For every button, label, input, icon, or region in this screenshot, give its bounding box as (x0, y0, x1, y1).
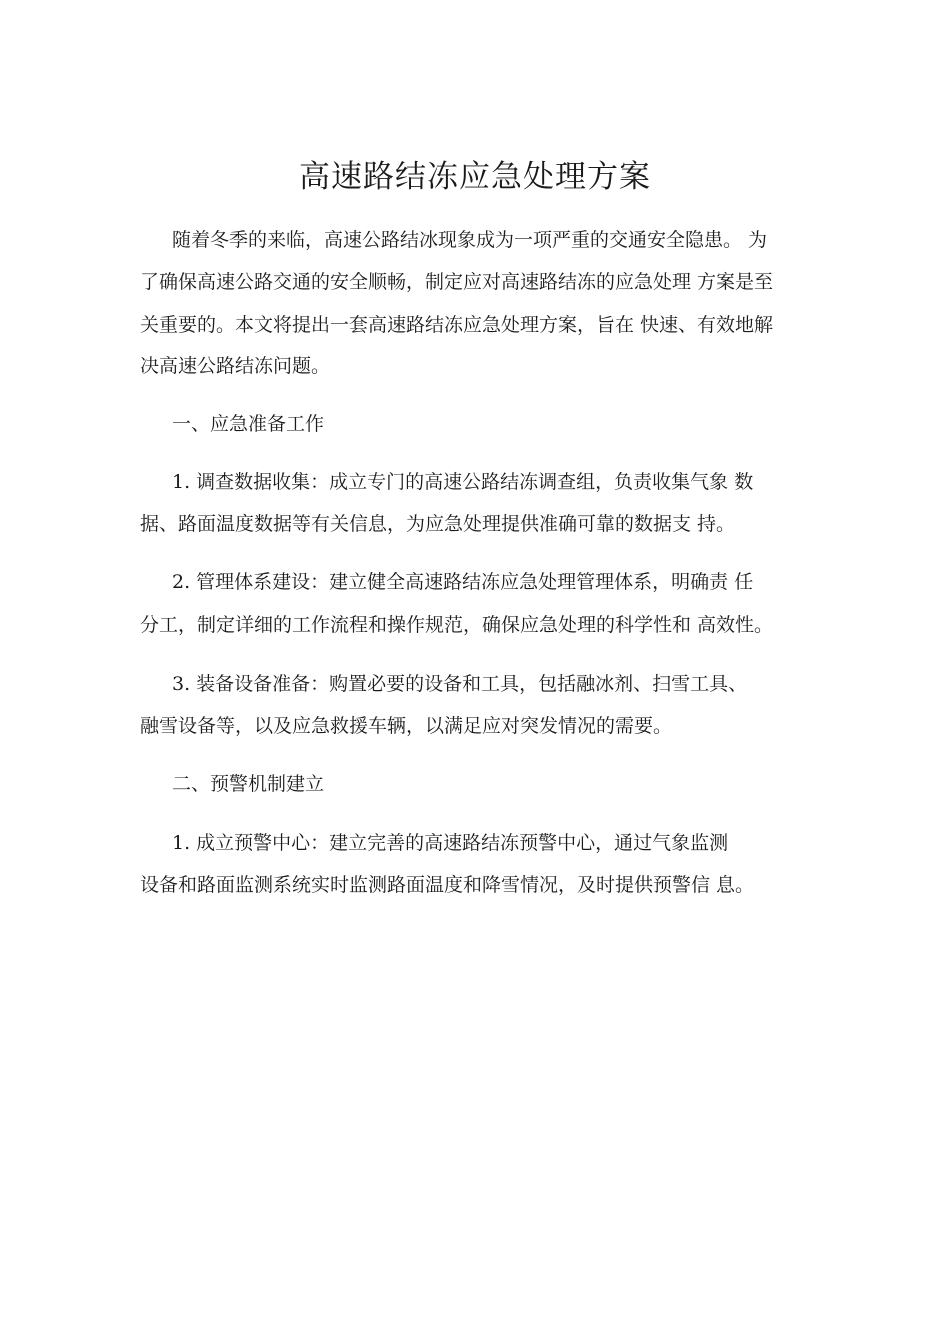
intro-line-2: 了确保高速公路交通的安全顺畅，制定应对高速路结冻的应急处理 方案是至 (140, 271, 774, 293)
document-title: 高速路结冻应急处理方案 (299, 159, 651, 195)
section-1-item-2-line-1: 2. 管理体系建设：建立健全高速路结冻应急处理管理体系，明确责 任 (172, 571, 754, 593)
section-2-item-1-line-1: 1. 成立预警中心：建立完善的高速路结冻预警中心，通过气象监测 (172, 832, 729, 854)
section-1-item-1-line-1: 1. 调查数据收集：成立专门的高速公路结冻调查组，负责收集气象 数 (172, 471, 754, 493)
section-2-item-1-line-2: 设备和路面监测系统实时监测路面温度和降雪情况，及时提供预警信 息。 (140, 874, 755, 896)
section-1-heading: 一、应急准备工作 (172, 413, 325, 435)
section-1-item-3-line-2: 融雪设备等，以及应急救援车辆，以满足应对突发情况的需要。 (140, 715, 673, 737)
section-2-heading: 二、预警机制建立 (172, 773, 325, 795)
intro-line-1: 随着冬季的来临，高速公路结冰现象成为一项严重的交通安全隐患。 为 (172, 229, 768, 251)
section-1-item-1-line-2: 据、路面温度数据等有关信息，为应急处理提供准确可靠的数据支 持。 (140, 513, 736, 535)
section-1-item-3-line-1: 3. 装备设备准备：购置必要的设备和工具，包括融冰剂、扫雪工具、 (172, 673, 748, 695)
section-1-item-2-line-2: 分工，制定详细的工作流程和操作规范，确保应急处理的科学性和 高效性。 (140, 614, 774, 636)
intro-line-4: 决高速公路结冻问题。 (140, 355, 331, 377)
intro-line-3: 关重要的。本文将提出一套高速路结冻应急处理方案，旨在 快速、有效地解 (140, 314, 774, 336)
